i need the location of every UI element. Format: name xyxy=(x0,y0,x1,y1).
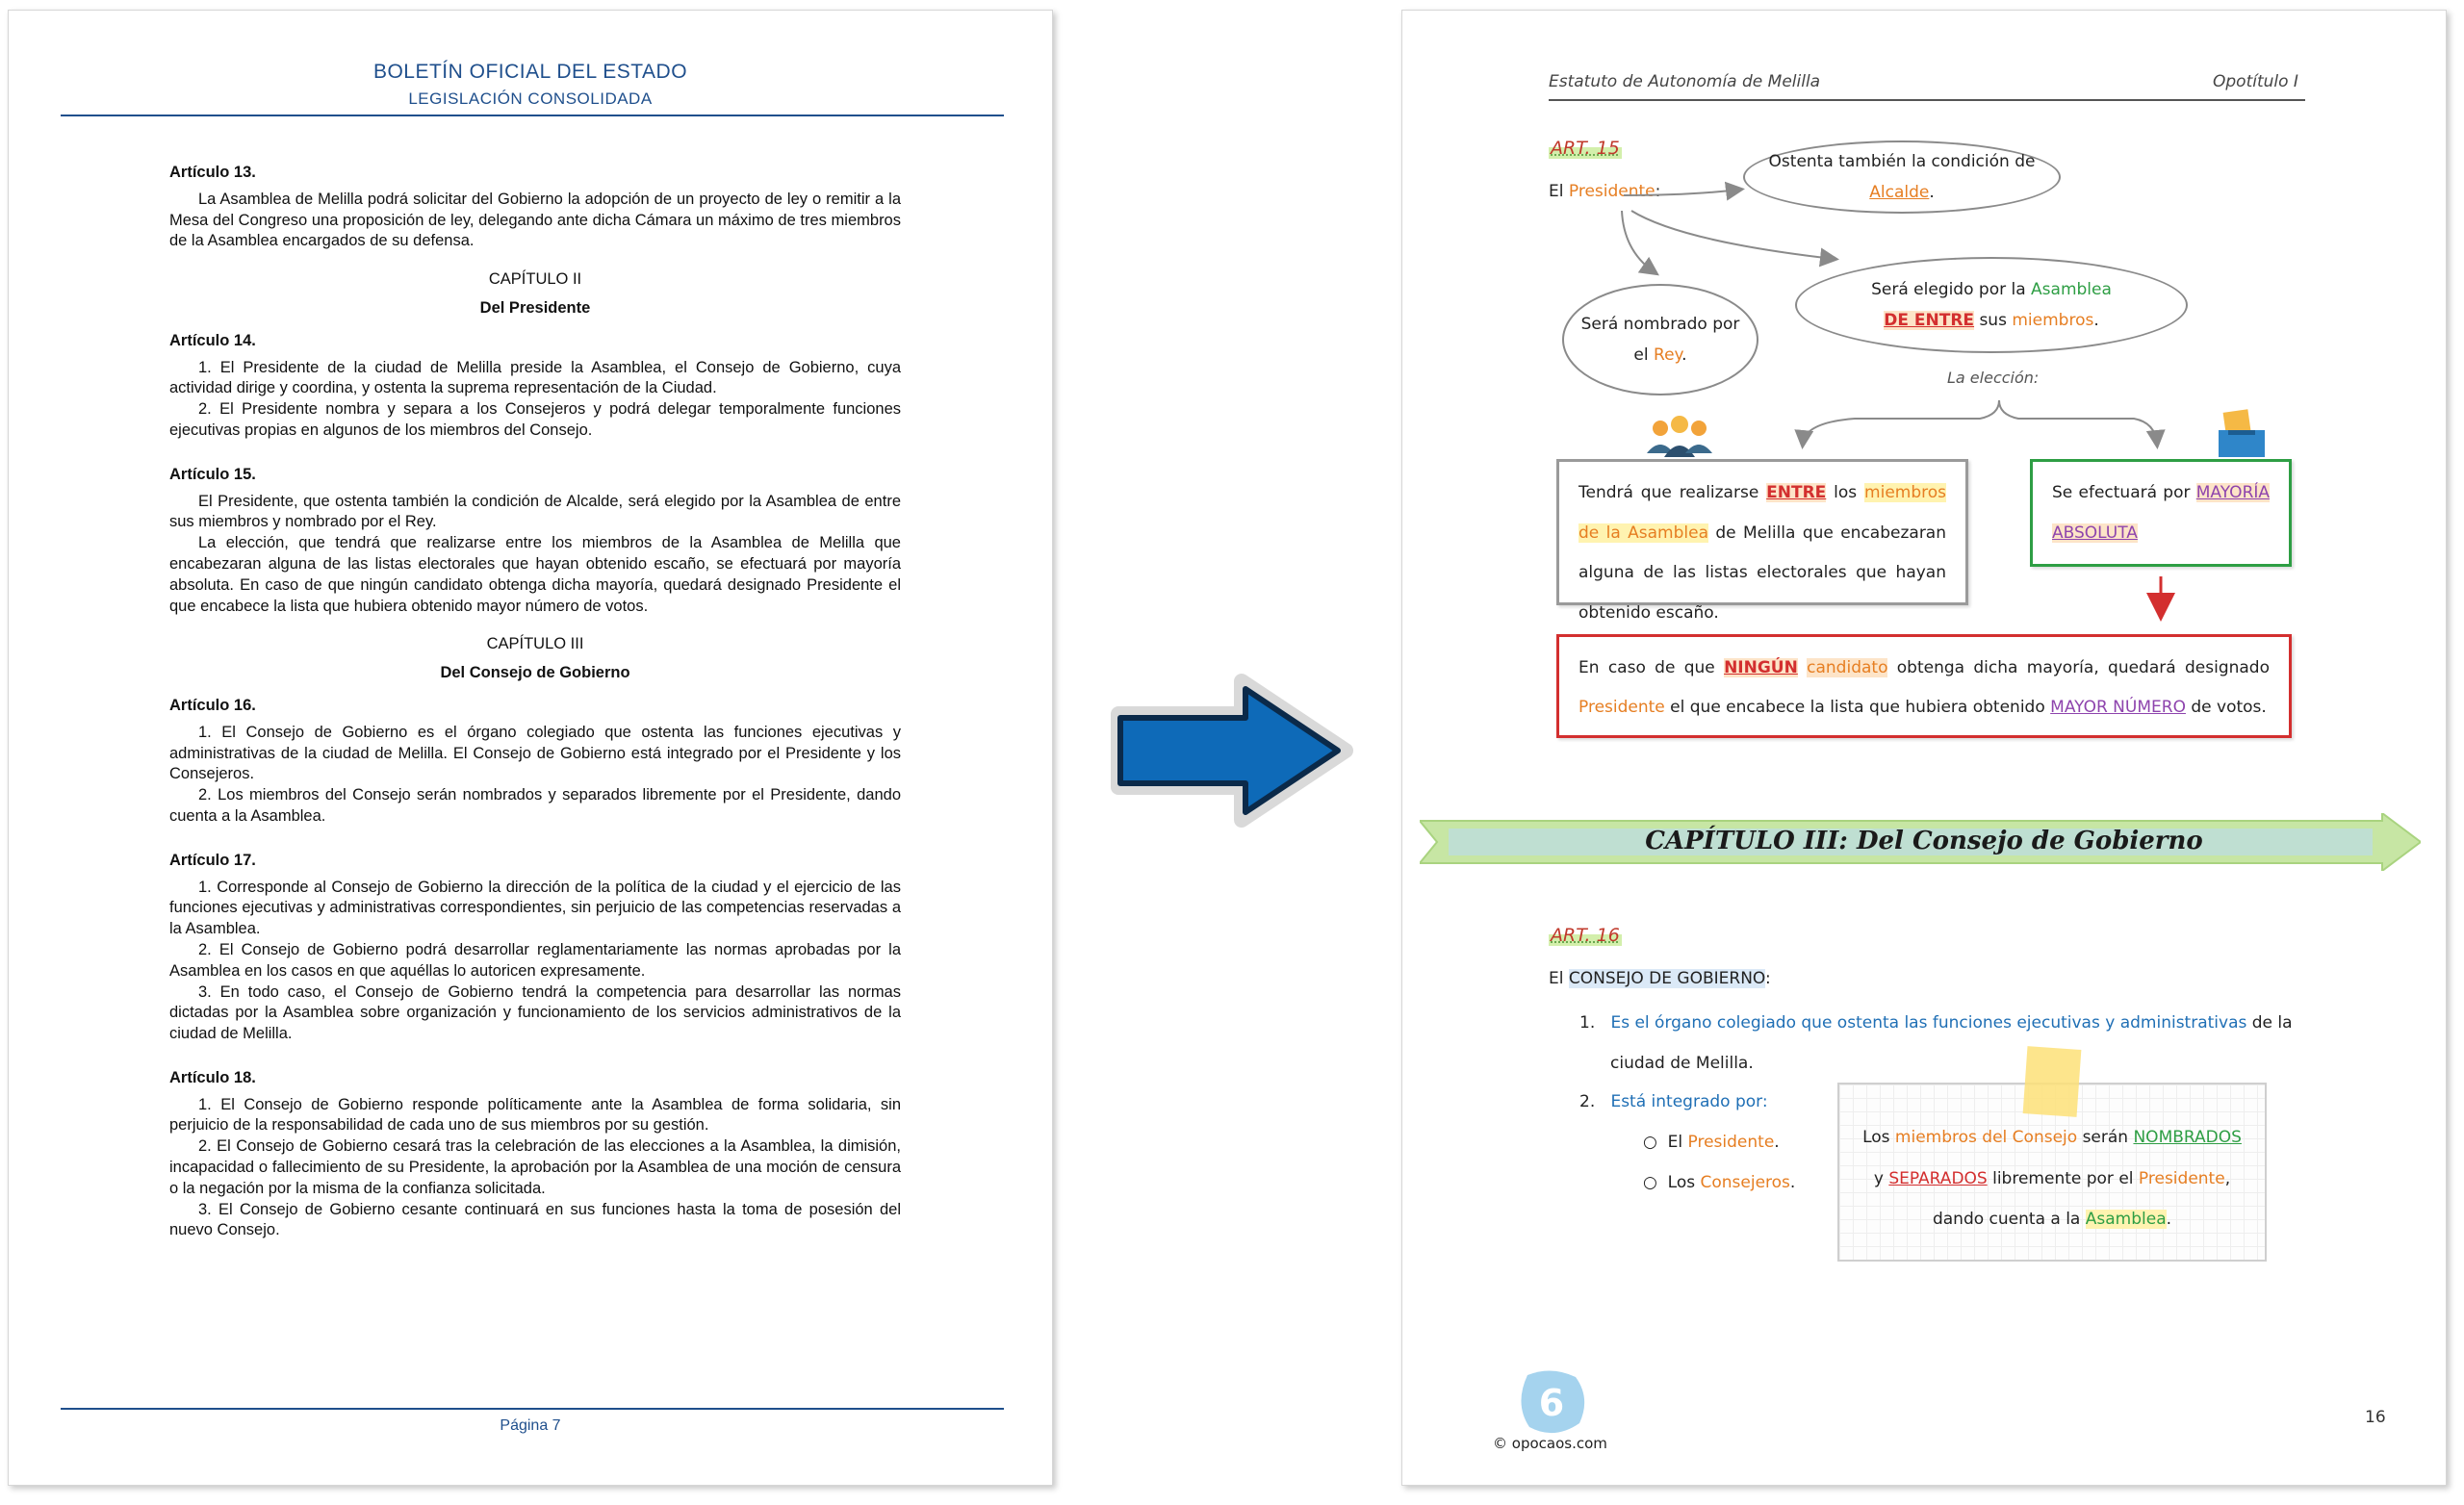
consejo-el: El xyxy=(1549,969,1564,988)
asamblea-word: Asamblea xyxy=(2031,279,2112,299)
summary-page xyxy=(1401,10,2447,1486)
b3-h: de votos. xyxy=(2191,697,2267,717)
rey-word: Rey xyxy=(1654,345,1682,365)
sub1-a: El xyxy=(1667,1133,1683,1152)
n-separados: SEPARADOS xyxy=(1888,1168,1988,1188)
art15-tag-label: ART. 15 xyxy=(1551,138,1620,159)
colon: : xyxy=(1655,182,1661,201)
sub-item-presidente: ○ El Presidente. xyxy=(1643,1133,1780,1152)
sub1-presidente: Presidente xyxy=(1687,1133,1775,1152)
article-15-text-2: La elección, que tendrá que realizarse entre los miembros de la Asamblea de Melilla que encabezaran alguna de las listas electorales que hayan obtenido escaño, se efectuará por mayoría absoluta. En caso de que ningún candidato obtenga dicha mayoría, quedará designado Presidente el que encabece la lista que hubiera obtenido mayor número de votos. xyxy=(169,534,901,615)
people-icon xyxy=(1641,415,1718,459)
article-15-text-1: El Presidente, que ostenta también la condición de Alcalde, será elegido por la Asamblea de entre sus miembros y nombrado por el Rey. xyxy=(169,492,901,531)
b2-a: Se efectuará xyxy=(2052,483,2158,502)
n-a: Los xyxy=(1862,1128,1890,1147)
e2-el: el xyxy=(1633,345,1649,365)
chapter-3-heading: CAPÍTULO III xyxy=(486,635,584,653)
article-17-text-3: 3. En todo caso, el Consejo de Gobierno tendrá la competencia para desarrollar las normas dictadas por la Asamblea sobre organización y funcionamiento de los servicios administrativos de la ciudad de Melilla. xyxy=(169,982,901,1043)
article-18-text-2: 2. El Consejo de Gobierno cesará tras la celebración de las elecciones a la Asamblea, la dimisión, incapacidad o fallecimiento de su Presidente, la aprobación por la Asamblea de una moción de censura o la negación por la misma de la confianza solicitada. xyxy=(169,1137,901,1197)
article-13-title: Artículo 13. xyxy=(169,164,256,181)
sub2-consejeros: Consejeros xyxy=(1700,1173,1790,1192)
logo-text: © opocaos.com xyxy=(1493,1435,1607,1452)
sub2-a: Los xyxy=(1667,1173,1696,1192)
ellipse-asamblea: Será elegido por la Asamblea DE ENTRE sus miembros. xyxy=(1795,257,2188,353)
boe-subtitle: LEGISLACIÓN CONSOLIDADA xyxy=(408,89,653,108)
li2-num: 2. xyxy=(1579,1092,1596,1111)
n-dando: dando cuenta a la xyxy=(1932,1210,2081,1229)
header-rule xyxy=(61,115,1004,116)
article-18-title: Artículo 18. xyxy=(169,1068,256,1086)
n-asamblea: Asamblea xyxy=(2085,1210,2167,1229)
consejo-word: CONSEJO DE GOBIERNO xyxy=(1568,969,1765,988)
chapter-banner-text: CAPÍTULO III: Del Consejo de Gobierno xyxy=(1645,827,2203,855)
footer-rule xyxy=(61,1408,1004,1410)
b1-rest: de Melilla que encabezaran alguna de las listas electorales que hayan obtenido escaño. xyxy=(1578,523,1946,623)
li1-b: de la xyxy=(2251,1013,2293,1033)
e3-text: Será elegido por la xyxy=(1871,279,2026,299)
b2-mayoria: MAYORÍA ABSOLUTA xyxy=(2052,483,2271,543)
article-17-text-2: 2. El Consejo de Gobierno podrá desarrollar reglamentariamente las normas aprobadas por la Asamblea en los casos en que aquéllas lo autoricen expresamente. xyxy=(169,940,901,980)
list-item-1 xyxy=(1579,1004,2426,1084)
n-libremente: libremente por el xyxy=(1992,1168,2134,1188)
de-entre-word: DE ENTRE xyxy=(1884,311,1975,330)
li1-c: ciudad de Melilla. xyxy=(1610,1053,1754,1073)
presidente-word: Presidente xyxy=(1568,182,1656,201)
boe-title: BOLETÍN OFICIAL DEL ESTADO xyxy=(372,61,688,83)
arrow-right-icon xyxy=(1107,674,1357,828)
box-ningun-candidato xyxy=(1556,634,2292,738)
b3-ningun: NINGÚN xyxy=(1724,658,1798,677)
art16-tag xyxy=(1549,925,1622,946)
b1-a: Tendrá que realizarse xyxy=(1578,483,1759,502)
li1-num: 1. xyxy=(1579,1013,1596,1033)
n-presidente: Presidente xyxy=(2138,1168,2225,1188)
header-left: Estatuto de Autonomía de Melilla xyxy=(1549,72,1821,91)
el-word: El xyxy=(1549,182,1564,201)
b3-a: En caso de que xyxy=(1578,658,1715,677)
page-number: 16 xyxy=(2365,1408,2386,1427)
article-16-text-1: 1. El Consejo de Gobierno es el órgano colegiado que ostenta las funciones ejecutivas y administrativas de la ciudad de Melilla. El Consejo de Gobierno está integrado por el Presidente y los Consejeros. xyxy=(169,723,901,783)
chapter-2-heading: CAPÍTULO II xyxy=(488,270,582,289)
tape-decoration xyxy=(2023,1046,2082,1117)
article-17-text-1: 1. Corresponde al Consejo de Gobierno la dirección de la política de la ciudad y el ejercicio de las funciones ejecutivas y administrativas correspondientes, sin perjuicio de las competencias reservadas a la Asamblea. xyxy=(169,878,901,938)
box-mayoria-absoluta xyxy=(2030,459,2292,567)
ballot-box-icon xyxy=(2213,407,2271,461)
b1-entre: ENTRE xyxy=(1766,483,1827,502)
b1-miembros: miembros de la Asamblea xyxy=(1578,483,1946,543)
n-nombrados: NOMBRADOS xyxy=(2133,1128,2242,1147)
svg-text:6: 6 xyxy=(1538,1382,1565,1424)
article-14-text-1: 1. El Presidente de la ciudad de Melilla preside la Asamblea, el Consejo de Gobierno, cuya actividad dirige y coordina, y ostenta la suprema representación de la Ciudad. xyxy=(169,358,901,397)
sub-item-consejeros: ○ Los Consejeros. xyxy=(1643,1173,1796,1192)
article-17-title: Artículo 17. xyxy=(169,851,256,869)
chapter-3-name: Del Consejo de Gobierno xyxy=(440,664,630,682)
article-14-title: Artículo 14. xyxy=(169,331,256,349)
b1-los: los xyxy=(1834,483,1858,502)
alcalde-word: Alcalde xyxy=(1869,183,1930,202)
miembros-word: miembros xyxy=(2012,311,2094,330)
opocaos-logo xyxy=(1510,1365,1593,1442)
eleccion-label: La elección: xyxy=(1947,369,2040,387)
box-entre-miembros xyxy=(1556,459,1968,623)
article-16-title: Artículo 16. xyxy=(169,696,256,714)
article-18-text-1: 1. El Consejo de Gobierno responde políticamente ante la Asamblea de forma solidaria, sin perjuicio de la responsabilidad de cada uno de sus miembros por su gestión. xyxy=(169,1095,901,1135)
boe-page xyxy=(8,10,1053,1486)
art16-tag-label: ART. 16 xyxy=(1551,925,1620,946)
b3-f: el que encabece la lista que hubiera obtenido xyxy=(1670,697,2045,717)
li2-text: Está integrado por: xyxy=(1610,1092,1768,1111)
e2-text: Será nombrado por xyxy=(1580,314,1740,334)
list-item-2 xyxy=(1579,1086,1768,1117)
article-16-text-2: 2. Los miembros del Consejo serán nombrados y separados libremente por el Presidente, dando cuenta a la Asamblea. xyxy=(169,786,901,825)
b3-presidente: Presidente xyxy=(1578,697,1665,717)
n-y: y xyxy=(1873,1168,1884,1188)
ellipse-alcalde: Ostenta también la condición de Alcalde. xyxy=(1743,140,2061,214)
header-right: Opotítulo I xyxy=(2213,72,2298,91)
sticky-note: Los miembros del Consejo serán NOMBRADOS y SEPARADOS libremente por el Presidente, dando cuenta a la Asamblea. xyxy=(1837,1083,2267,1262)
el-consejo: El CONSEJO DE GOBIERNO: xyxy=(1549,969,1771,988)
article-14-text-2: 2. El Presidente nombra y separa a los Consejeros y podrá delegar temporalmente funciones ejecutivas propias en algunos de los miembros del Consejo. xyxy=(169,400,901,439)
b2-por: por xyxy=(2163,483,2191,502)
b3-candidato: candidato xyxy=(1807,658,1888,677)
li1-a: Es el órgano colegiado que ostenta las funciones ejecutivas y administrativas xyxy=(1610,1013,2247,1033)
article-18-text-3: 3. El Consejo de Gobierno cesante continuará en sus funciones hasta la toma de posesión del nuevo Consejo. xyxy=(169,1200,901,1239)
b3-mayor-numero: MAYOR NÚMERO xyxy=(2050,697,2186,717)
n-miembros: miembros del Consejo xyxy=(1894,1128,2078,1147)
ellipse-rey: Será nombrado por el Rey. xyxy=(1562,284,1758,395)
chapter-2-name: Del Presidente xyxy=(479,298,591,317)
b3-d: obtenga dicha mayoría, quedará designado xyxy=(1896,658,2270,677)
boe-body xyxy=(169,163,901,1241)
article-13-text: La Asamblea de Melilla podrá solicitar del Gobierno la adopción de un proyecto de ley o remitir a la Mesa del Congreso una proposición de ley, delegando ante dicha Cámara un máximo de tres miembros de la Asamblea encargados de su defensa. xyxy=(169,190,901,250)
n-seran: serán xyxy=(2082,1128,2129,1147)
e1-text: Ostenta también la condición de xyxy=(1768,151,2036,171)
sus-word: sus xyxy=(1979,311,2007,330)
page-label: Página 7 xyxy=(500,1417,561,1434)
article-15-title: Artículo 15. xyxy=(169,465,256,483)
